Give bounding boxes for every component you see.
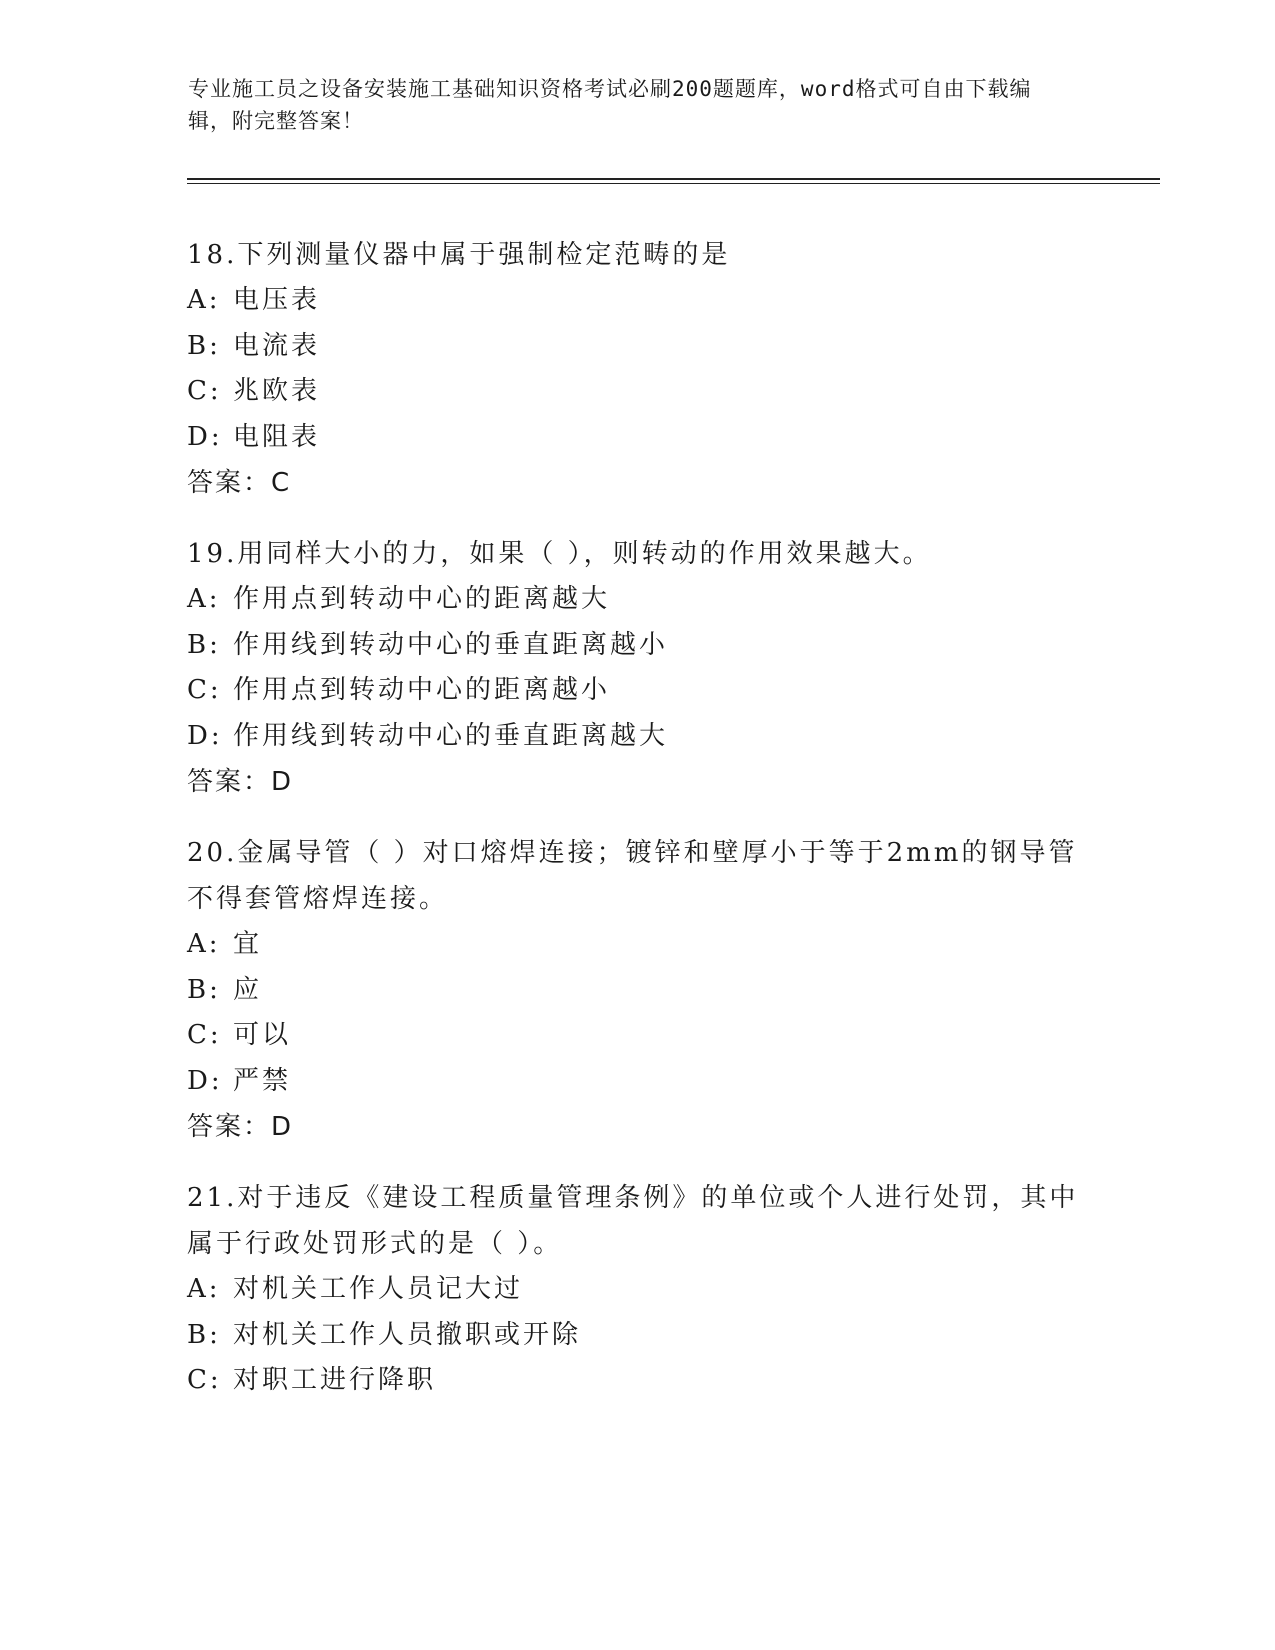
question-stem: 20.金属导管（ ）对口熔焊连接；镀锌和壁厚小于等于2mm的钢导管不得套管熔焊连接。 [187, 838, 1078, 914]
option-text: 对机关工作人员撤职或开除 [233, 1319, 582, 1350]
option-key: B: [187, 1319, 221, 1350]
header-divider-thin [187, 183, 1160, 184]
answer: 答案：D [187, 1112, 294, 1142]
question-stem: 18.下列测量仪器中属于强制检定范畴的是 [187, 240, 731, 270]
option-key: B: [187, 629, 221, 660]
option-a [187, 577, 1087, 623]
option-key: A: [187, 285, 221, 315]
option-a [187, 278, 1087, 324]
option-key: D: [187, 720, 223, 751]
question-stem: 21.对于违反《建设工程质量管理条例》的单位或个人进行处罚，其中属于行政处罚形式的是（ ）。 [187, 1183, 1079, 1259]
question-18 [187, 232, 1087, 506]
option-text: 可以 [233, 1020, 292, 1050]
option-text: 作用点到转动中心的距离越大 [233, 584, 611, 614]
option-key: A: [187, 1274, 221, 1304]
option-d [187, 415, 1087, 461]
document-header: 专业施工员之设备安装施工基础知识资格考试必刷200题题库，word格式可自由下载编辑，附完整答案！ [188, 77, 1032, 133]
option-text: 作用线到转动中心的垂直距离越小 [233, 629, 669, 660]
option-text: 作用线到转动中心的垂直距离越大 [233, 720, 669, 751]
option-key: D: [187, 421, 223, 452]
answer: 答案：D [187, 767, 294, 797]
option-text: 电阻表 [233, 421, 321, 452]
option-b [187, 324, 1087, 370]
option-d [187, 714, 1087, 760]
option-text: 作用点到转动中心的距离越小 [233, 675, 611, 705]
option-key: C: [187, 376, 222, 406]
option-key: D: [187, 1065, 223, 1096]
option-key: B: [187, 330, 221, 361]
option-text: 严禁 [233, 1065, 292, 1096]
option-a [187, 922, 1087, 968]
option-key: C: [187, 675, 222, 705]
option-a [187, 1267, 1087, 1313]
option-c [187, 1013, 1087, 1059]
option-text: 宜 [233, 929, 263, 959]
option-b [187, 1313, 1087, 1359]
option-b [187, 968, 1087, 1014]
answer: 答案：C [187, 468, 292, 498]
question-19 [187, 531, 1087, 805]
option-key: B: [187, 974, 221, 1005]
question-21 [187, 1175, 1087, 1404]
option-c [187, 668, 1087, 714]
option-c [187, 1358, 1087, 1404]
option-key: A: [187, 929, 221, 959]
option-text: 电流表 [233, 330, 321, 361]
option-text: 对机关工作人员记大过 [233, 1274, 524, 1304]
option-text: 应 [233, 974, 263, 1005]
question-20 [187, 830, 1087, 1150]
header-divider-thick [187, 178, 1160, 180]
option-key: C: [187, 1365, 222, 1395]
option-d [187, 1059, 1087, 1105]
option-b [187, 623, 1087, 669]
option-text: 兆欧表 [233, 376, 321, 406]
option-c [187, 369, 1087, 415]
question-list [187, 232, 1087, 1429]
option-text: 电压表 [233, 285, 321, 315]
option-key: A: [187, 584, 221, 614]
option-key: C: [187, 1020, 222, 1050]
option-text: 对职工进行降职 [233, 1365, 437, 1395]
question-stem: 19.用同样大小的力，如果（ ），则转动的作用效果越大。 [187, 539, 932, 569]
